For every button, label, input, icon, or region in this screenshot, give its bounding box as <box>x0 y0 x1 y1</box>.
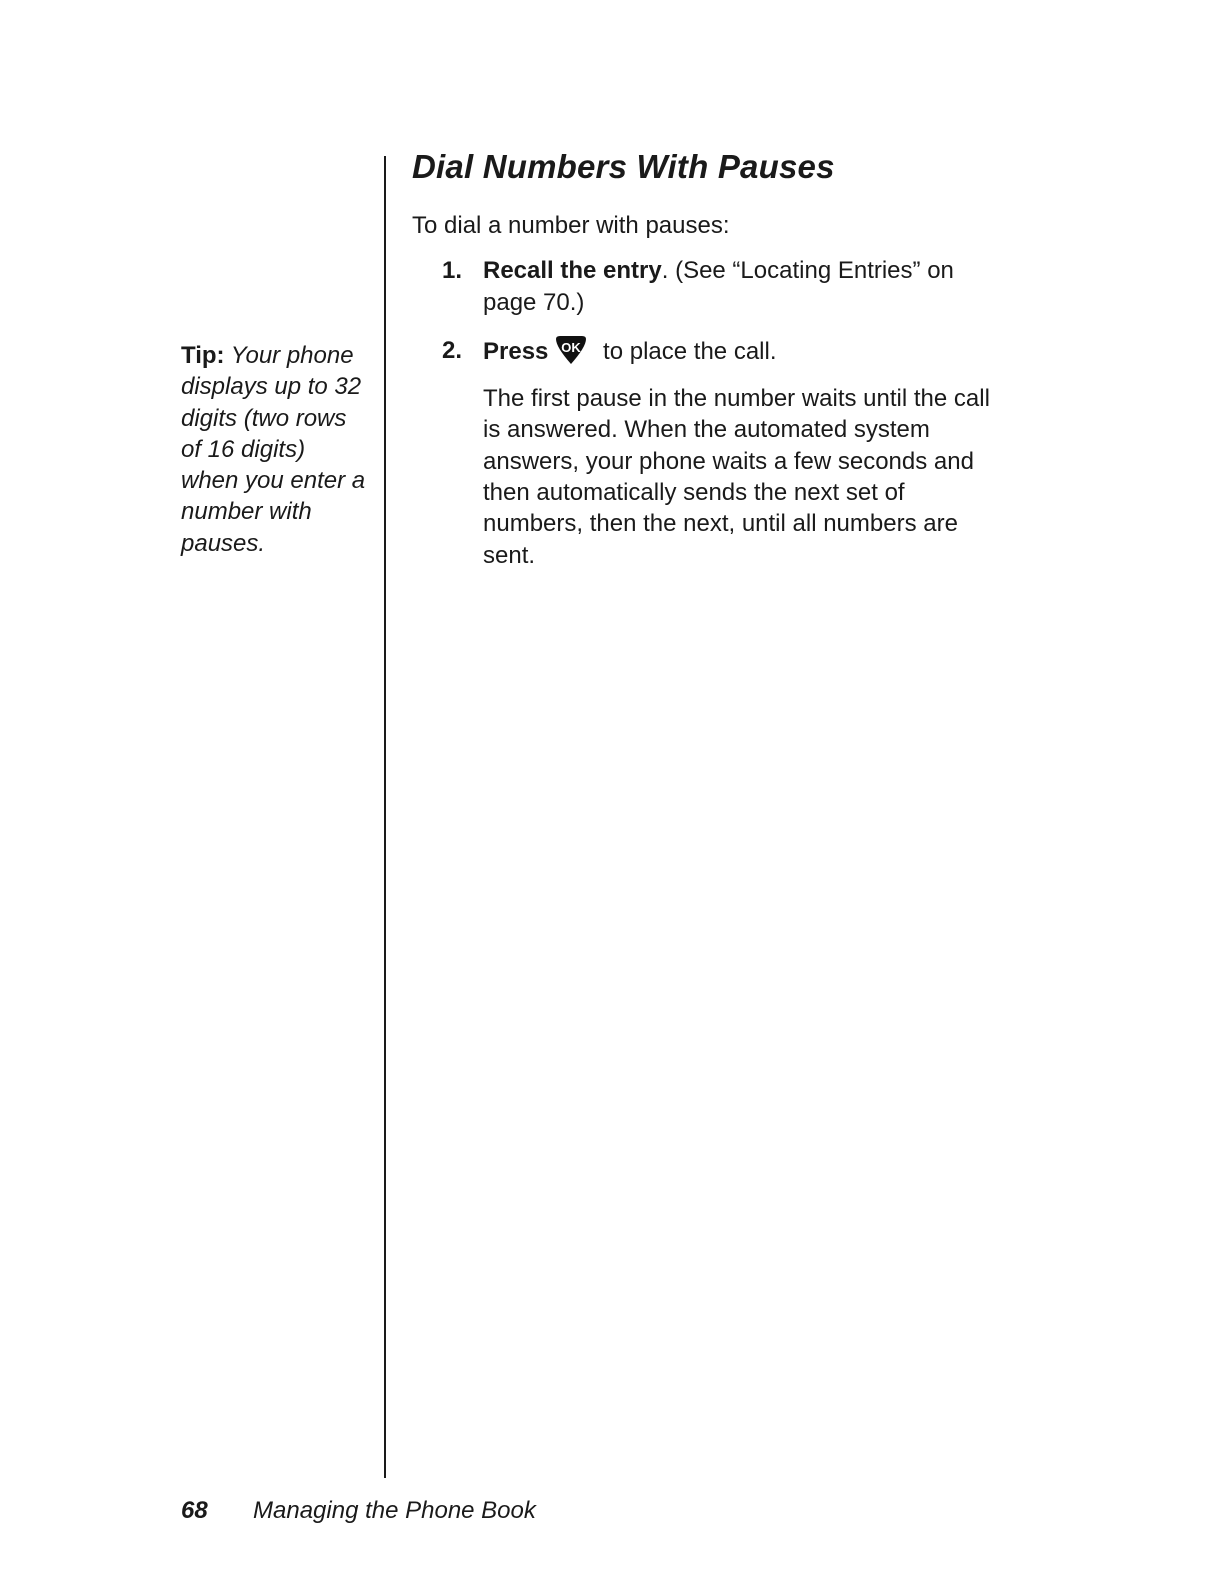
step-2 <box>412 335 1002 571</box>
step-action: Recall the entry <box>483 257 662 285</box>
section-heading: Dial Numbers With Pauses <box>412 148 835 185</box>
page-number: 68 <box>181 1497 208 1524</box>
column-divider <box>384 156 386 1478</box>
tip-label: Tip: <box>181 342 225 369</box>
section-title: Managing the Phone Book <box>253 1497 536 1524</box>
main-content <box>412 146 1002 588</box>
sidebar-tip <box>181 340 366 559</box>
page-footer <box>181 1496 536 1526</box>
ok-key-label: OK <box>561 339 582 355</box>
step-number: 1. <box>442 257 463 285</box>
tip-text: Your phone displays up to 32 digits (two rows of 16 digits) when you enter a number with pauses. <box>181 342 366 557</box>
step-detail: to place the call. <box>596 337 777 365</box>
step-number: 2. <box>442 336 463 364</box>
step-action: Press <box>483 337 549 365</box>
ok-key-icon <box>554 335 588 365</box>
intro-text: To dial a number with pauses: <box>412 212 730 239</box>
step-1 <box>412 255 1002 318</box>
step-detail: . (See “Locating Entries” on page 70.) <box>483 257 954 316</box>
step-explanation: The first pause in the number waits until the call is answered. When the automated system answers, your phone waits a few seconds and then automatically sends the next set of numbers, then the next, until all numbers are sent. <box>483 385 990 569</box>
steps-list <box>412 255 1002 571</box>
